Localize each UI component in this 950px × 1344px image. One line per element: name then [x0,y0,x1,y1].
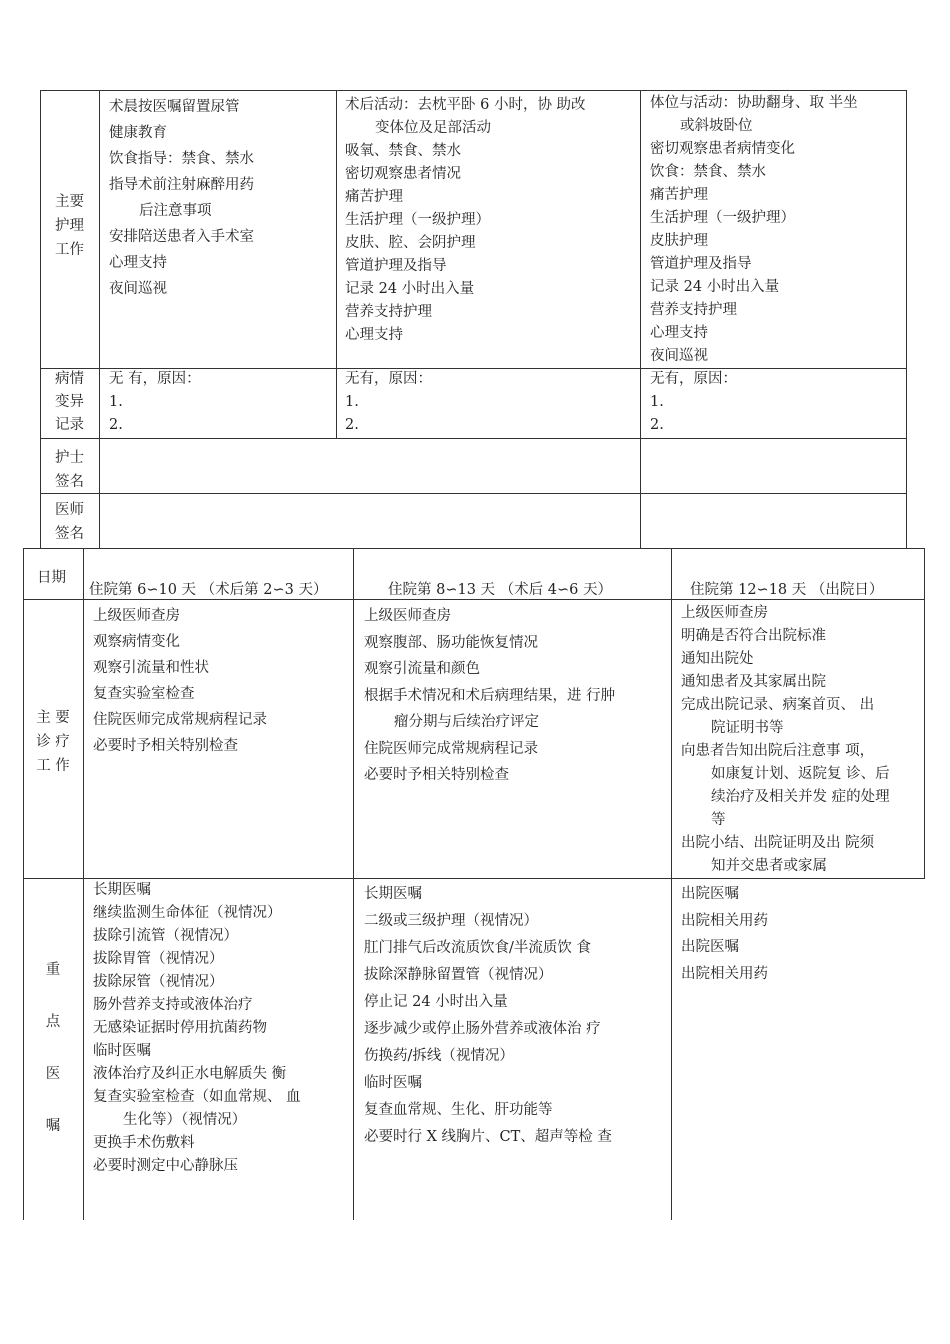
orders-cell-3: 出院医嘱 出院相关用药 出院医嘱 出院相关用药 [681,886,768,982]
bottom-table-row-divider-1 [23,599,925,600]
date-header-col-2: 住院第 8∽13 天 （术后 4∽6 天） [388,582,612,598]
nursing-cell-1: 术晨按医嘱留置尿管 健康教育 饮食指导：禁食、禁水 指导术前注射麻醉用药 后注意事项 安排陪送患者入手术室 心理支持 夜间巡视 [109,99,254,297]
top-table-col-divider-1 [336,90,337,438]
bottom-table-top-border [23,548,925,549]
nursing-cell-3: 体位与活动：协助翻身、取 半坐 或斜坡卧位 密切观察患者病情变化 饮食：禁食、禁水 痛苦护理 生活护理（一级护理） 皮肤护理 管道护理及指导 记录 24 小时出入量 营养支持护理 心理支持 夜间巡视 [650,95,858,364]
nurse-sign-header: 护士 签名 [55,450,84,490]
bottom-table-header-divider [83,548,84,1220]
bottom-table-col-divider-2 [671,548,672,1220]
orders-cell-1: 长期医嘱 继续监测生命体征（视情况） 拔除引流管（视情况） 拔除胃管（视情况） 拔除尿管（视情况） 肠外营养支持或液体治疗 无感染证据时停用抗菌药物 临时医嘱 液体治疗及纠正水电解质失 衡 复查实验室检查（如血常规、 血 生化等）（视情况） 更换手术伤敷料 必要时测定中心静脉压 [93,882,301,1174]
treatment-cell-1: 上级医师查房 观察病情变化 观察引流量和性状 复查实验室检查 住院医师完成常规病程记录 必要时予相关特别检查 [93,608,267,754]
main-treatment-header: 主 要 诊 疗 工 作 [36,710,70,774]
top-table-right-border [906,90,907,548]
orders-cell-2: 长期医嘱 二级或三级护理（视情况） 肛门排气后改流质饮食/半流质饮 食 拔除深静脉留置管（视情况） 停止记 24 小时出入量 逐步减少或停止肠外营养或液体治 疗 伤换药/拆线（视情况） 临时医嘱 复查血常规、生化、肝功能等 必要时行 X 线胸片、CT、超声等检 查 [364,886,612,1145]
key-orders-header: 重 点 医 嘱 [45,962,61,1134]
date-header-col-1: 住院第 6∽10 天 （术后第 2∽3 天） [89,582,328,598]
main-nursing-header: 主要 护理 工作 [55,194,84,258]
bottom-table-col-divider-1 [353,548,354,1220]
variation-header: 病情 变异 记录 [55,371,84,433]
nursing-cell-2: 术后活动：去枕平卧 6 小时，协 助改 变体位及足部活动 吸氧、禁食、禁水 密切观察患者情况 痛苦护理 生活护理（一级护理） 皮肤、腔、会阴护理 管道护理及指导 记录 24 小时出入量 营养支持护理 心理支持 [345,97,586,343]
top-table-row-divider-3 [40,493,907,494]
top-table-col-divider-2 [640,90,641,548]
treatment-cell-2: 上级医师查房 观察腹部、肠功能恢复情况 观察引流量和颜色 根据手术情况和术后病理结果，进 行肿 瘤分期与后续治疗评定 住院医师完成常规病程记录 必要时予相关特别检查 [364,608,616,783]
top-table-header-divider [99,90,100,548]
treatment-cell-3: 上级医师查房 明确是否符合出院标准 通知出院处 通知患者及其家属出院 完成出院记录、病案首页、 出 院证明书等 向患者告知出院后注意事 项， 如康复计划、返院复 诊、后 续治疗及相关并发 症的处理 等 出院小结、出院证明及出 院须 知并交患者或家属 [681,605,890,874]
date-header: 日期 [37,570,66,586]
bottom-table-right-border [924,548,925,878]
variation-cell-1: 无 有，原因： 1. 2. [109,371,201,433]
date-header-col-3: 住院第 12∽18 天 （出院日） [690,582,884,598]
variation-cell-3: 无有，原因： 1. 2. [650,371,737,433]
doctor-sign-header: 医师 签名 [55,502,84,542]
variation-cell-2: 无有，原因： 1. 2. [345,371,432,433]
top-table-top-border [40,90,907,91]
top-table-row-divider-2 [40,438,907,439]
